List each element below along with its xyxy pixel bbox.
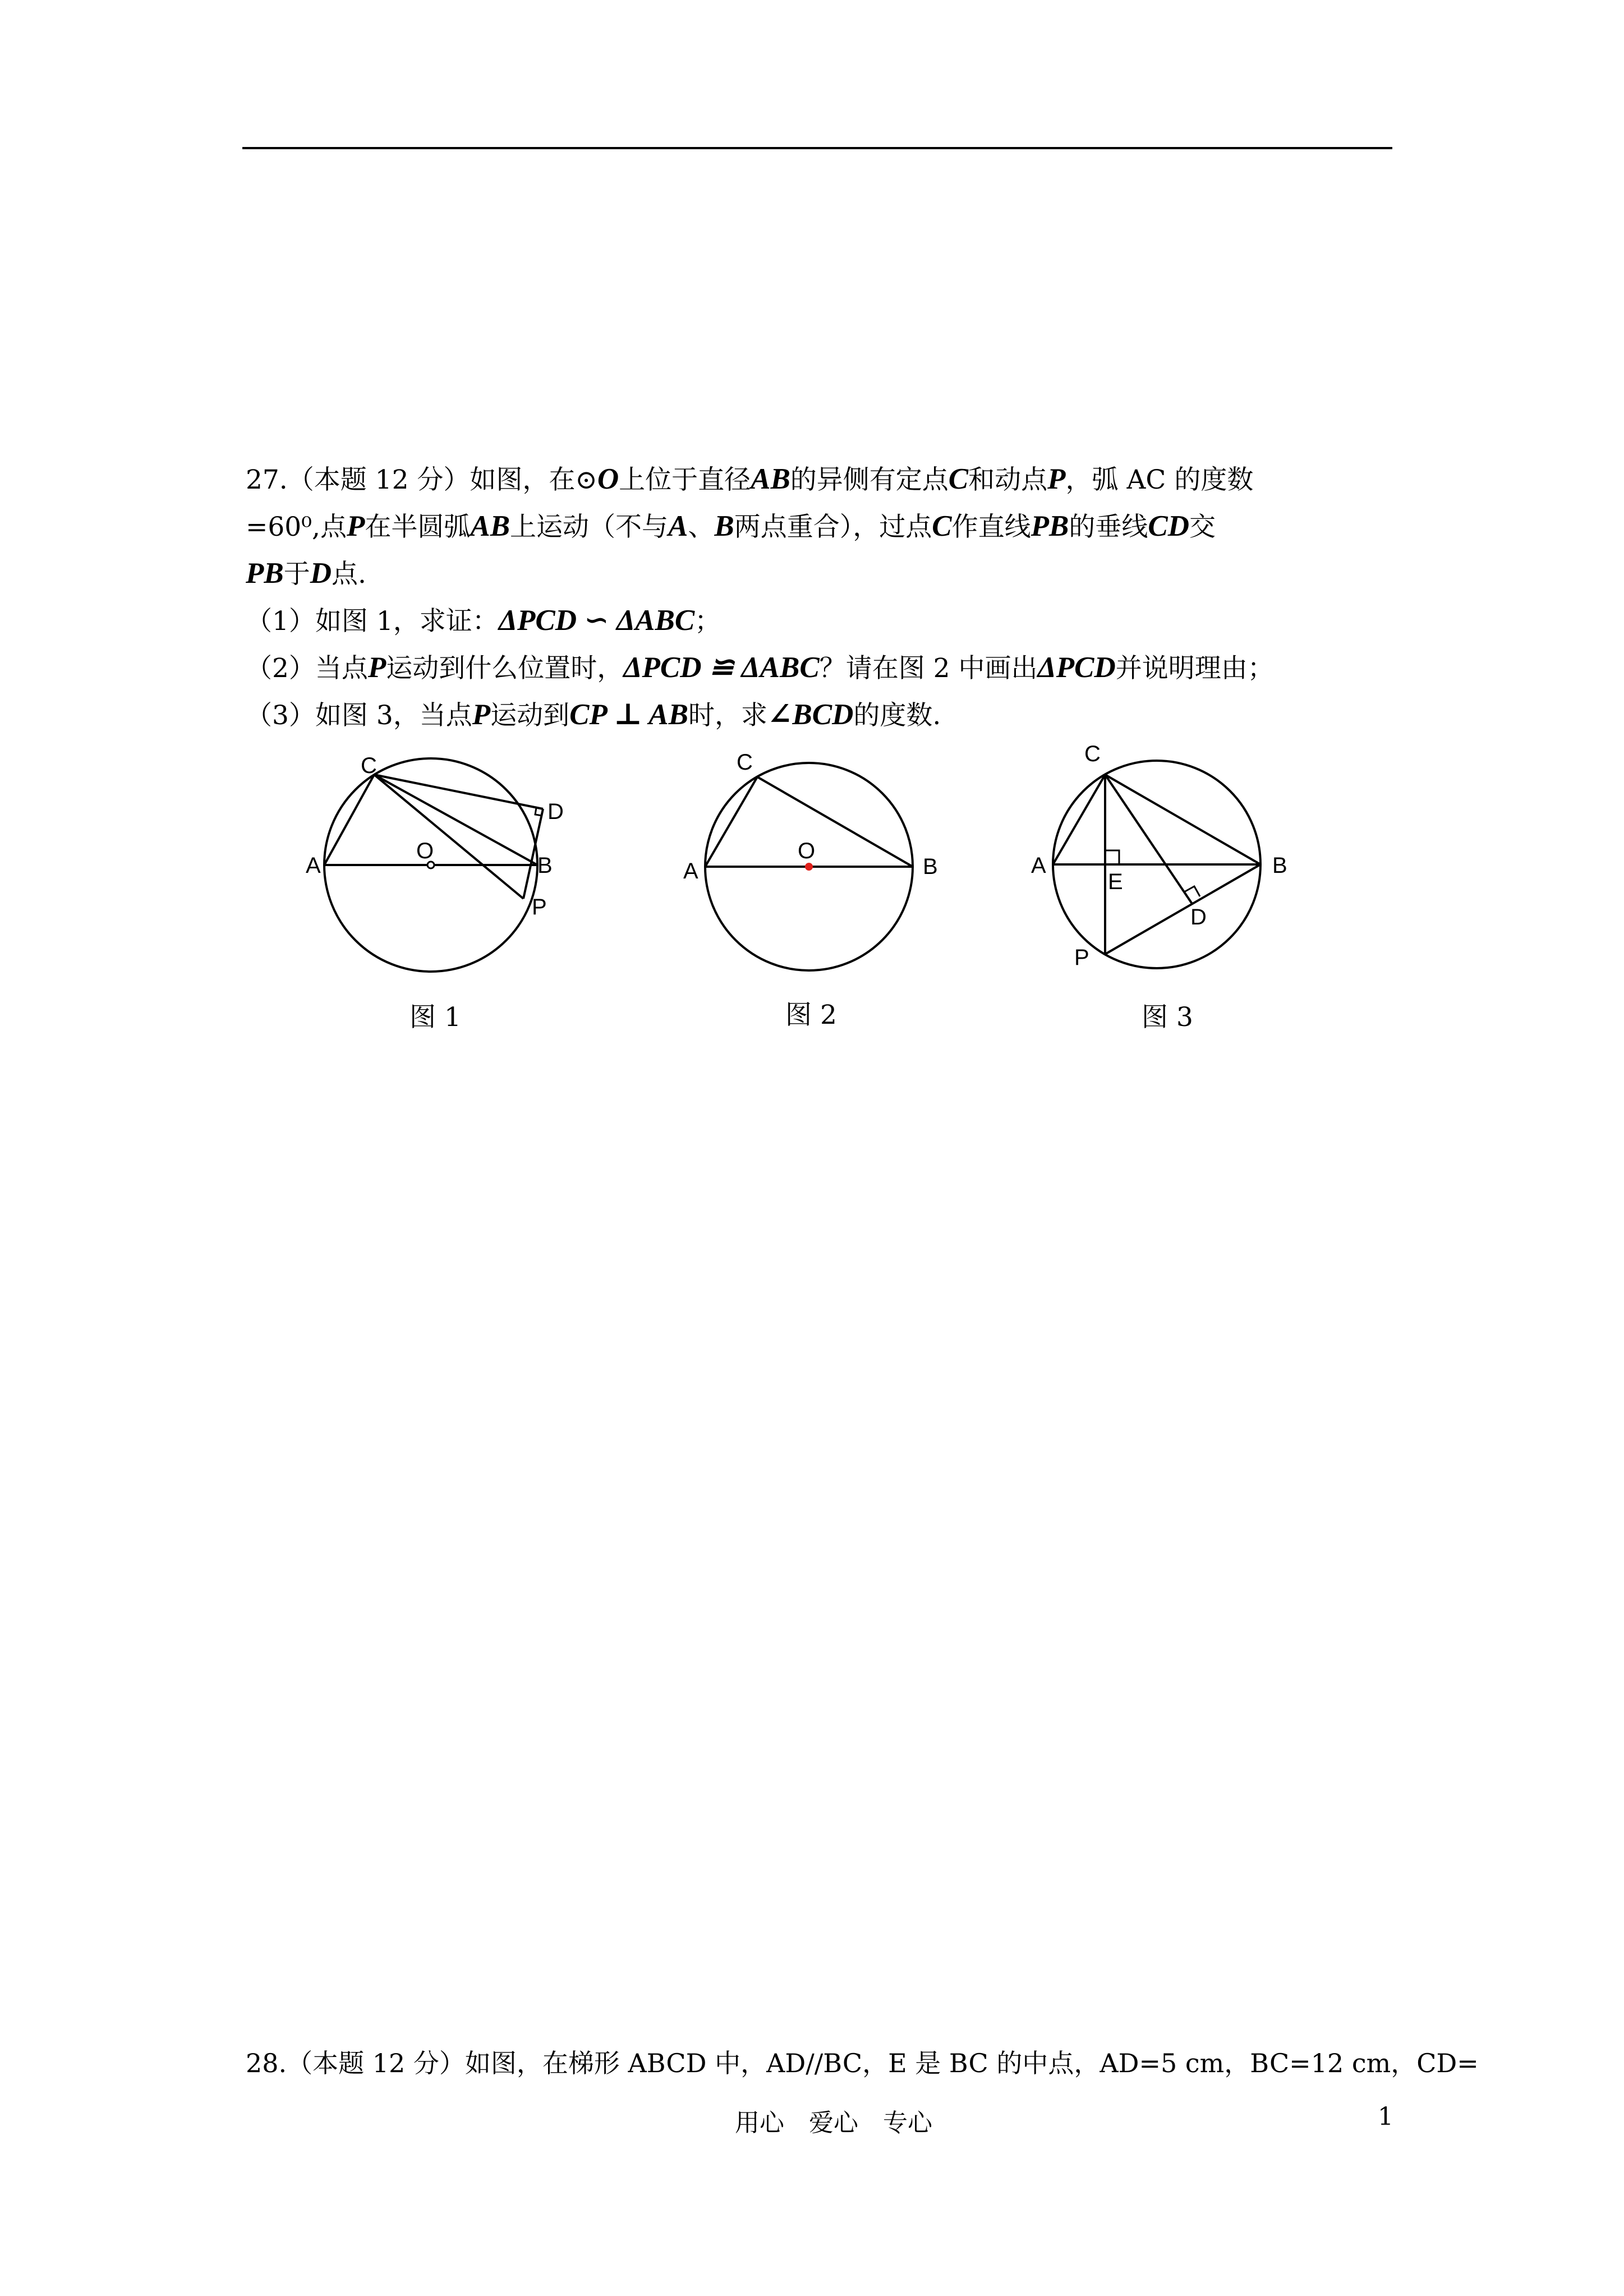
math: CP ⊥ AB [569, 698, 688, 731]
problem-27-line-1 [246, 455, 1401, 503]
segment-pb [1105, 864, 1260, 954]
label-p: P [532, 895, 547, 919]
text: 的垂线 [1069, 512, 1148, 542]
figure-2 [673, 729, 965, 999]
math: AB [470, 510, 510, 542]
text: 的度数. [853, 700, 941, 731]
text: 27.（本题 12 分）如图，在⊙ [246, 464, 597, 495]
text: ？请在图 2 中画出 [819, 653, 1038, 684]
text: 运动到 [490, 700, 570, 731]
label-b: B [1272, 853, 1287, 878]
segment-cd [374, 775, 543, 809]
text: 上位于直径 [619, 464, 751, 495]
math: P [1047, 463, 1066, 495]
header-rule [242, 147, 1392, 149]
math: P [367, 651, 387, 684]
text: 于 [283, 559, 310, 590]
text: 和动点 [968, 464, 1048, 495]
text: 两点重合），过点 [734, 512, 932, 542]
label-e: E [1108, 869, 1123, 894]
label-o: O [416, 839, 434, 863]
label-c: C [737, 750, 753, 775]
math: ΔPCD ≌ ΔABC [623, 651, 820, 684]
text: =60⁰,点 [246, 512, 347, 542]
problem-28: 28.（本题 12 分）如图，在梯形 ABCD 中，AD//BC，E 是 BC 的中点，AD=5 cm，BC=12 cm，CD= [246, 2048, 1479, 2078]
label-a: A [683, 859, 698, 884]
problem-27-line-3 [246, 550, 1401, 597]
math: D [310, 557, 332, 590]
math: P [472, 698, 491, 731]
text: 运动到什么位置时， [386, 653, 624, 684]
problem-27 [246, 455, 1401, 738]
text: 的异侧有定点 [790, 464, 949, 495]
text: （2）当点 [246, 653, 368, 684]
footer-motto: 用心 爱心 专心 [735, 2109, 932, 2137]
label-d: D [1190, 905, 1207, 930]
text: 在半圆弧 [365, 512, 471, 542]
segment-ca [324, 775, 374, 865]
text: 并说明理由； [1115, 653, 1274, 684]
math: ΔPCD ∽ ΔABC [498, 604, 695, 637]
segment-cp [374, 775, 523, 899]
right-angle-mark-e [1105, 850, 1119, 864]
label-b: B [923, 854, 938, 879]
text: ，弧 AC 的度数 [1065, 464, 1254, 495]
label-b: B [537, 853, 553, 878]
figure-1-caption: 图 1 [410, 1002, 461, 1033]
segment-cb [757, 777, 913, 867]
label-c: C [1084, 742, 1101, 766]
figure-1 [292, 729, 583, 999]
text: ； [694, 606, 721, 637]
label-a: A [306, 853, 321, 878]
math: AB [751, 463, 790, 495]
label-a: A [1031, 853, 1046, 878]
label-o: O [798, 839, 816, 863]
text: 点. [332, 559, 366, 590]
math: ∠BCD [767, 698, 854, 731]
figure-3-caption: 图 3 [1142, 1002, 1193, 1033]
text: 上运动（不与 [510, 512, 669, 542]
math: B [714, 510, 734, 542]
problem-27-line-2 [246, 503, 1401, 550]
segment-ca [1053, 775, 1105, 864]
text: （3）如图 3，当点 [246, 700, 472, 731]
text: 、 [688, 512, 715, 542]
segment-ca [705, 777, 757, 867]
label-d: D [548, 799, 564, 824]
math: C [932, 510, 952, 542]
text: 交 [1189, 512, 1216, 542]
math: C [948, 463, 969, 495]
math: P [346, 510, 365, 542]
label-c: C [361, 753, 377, 778]
page-number: 1 [1378, 2102, 1393, 2131]
label-p: P [1074, 945, 1089, 970]
segment-cb [1105, 775, 1260, 864]
question-2 [246, 644, 1401, 691]
math: PB [246, 557, 284, 590]
math: A [668, 510, 688, 542]
math: O [597, 463, 619, 495]
text: 作直线 [951, 512, 1031, 542]
figure-3 [1021, 729, 1313, 999]
question-1 [246, 597, 1401, 644]
math: PB [1030, 510, 1069, 542]
center-o [805, 863, 813, 871]
text: （1）如图 1，求证： [246, 606, 499, 637]
math: ΔPCD [1037, 651, 1116, 684]
figure-2-caption: 图 2 [785, 1000, 837, 1030]
text: 时，求 [688, 700, 767, 731]
segment-cb [374, 775, 537, 865]
math: CD [1148, 510, 1189, 542]
